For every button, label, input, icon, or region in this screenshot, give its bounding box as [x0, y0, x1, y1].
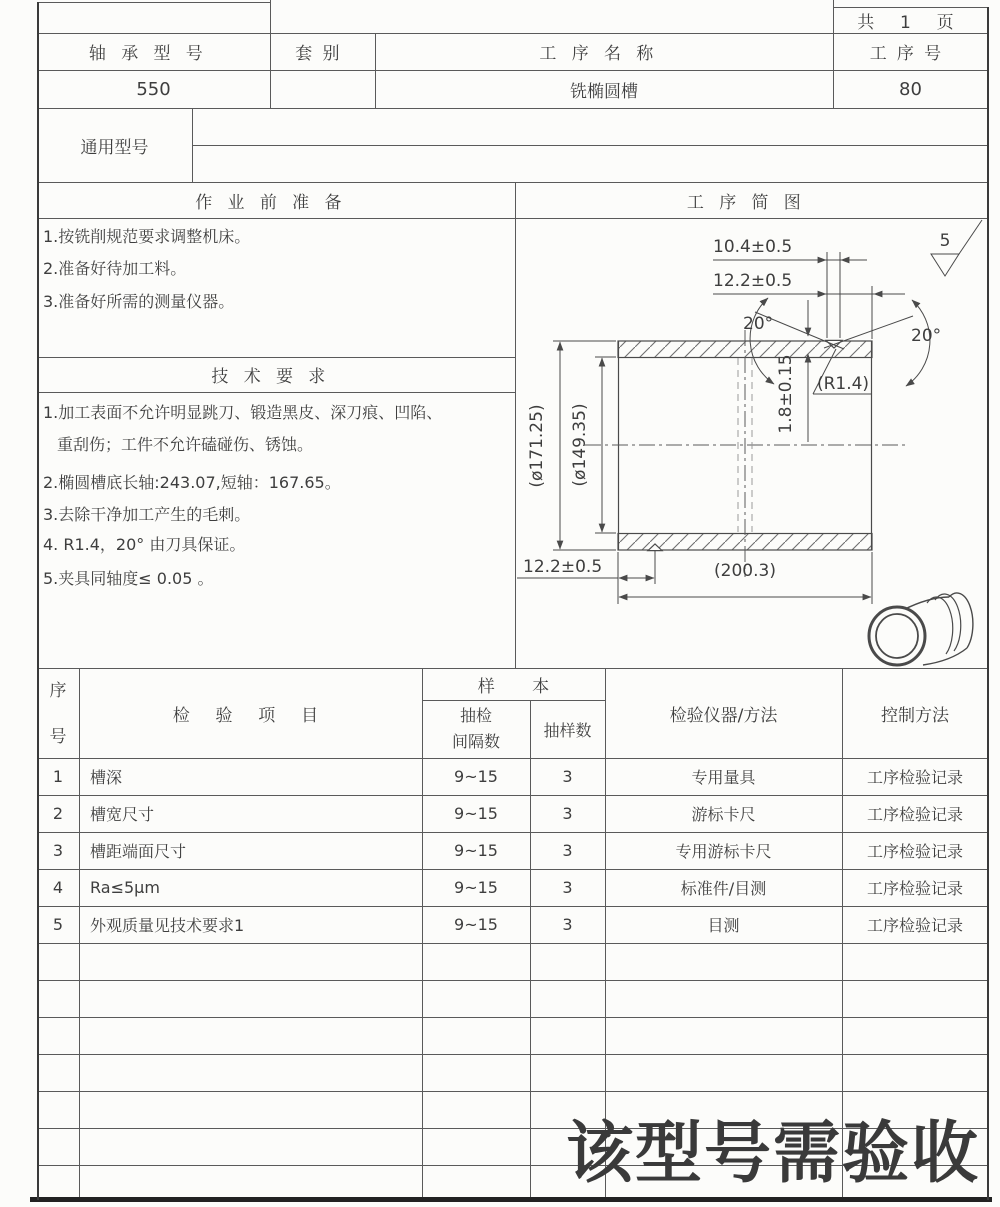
tech-requirement-line: 5.夹具同轴度≤ 0.05 。	[43, 569, 214, 588]
row-count: 3	[562, 878, 573, 897]
row-no: 3	[52, 841, 64, 860]
row-no: 2	[52, 804, 64, 823]
row-no: 1	[52, 767, 64, 786]
dim-angle-left: 20°	[743, 314, 774, 334]
acceptance-stamp: 该型号需验收	[566, 1114, 980, 1192]
row-item: 槽宽尺寸	[90, 805, 155, 824]
rule-line	[37, 2, 270, 3]
tech-requirements-title: 技术要求	[211, 367, 341, 387]
set-type-value	[270, 70, 375, 108]
rule-line	[37, 943, 988, 944]
col-method: 检验仪器/方法	[669, 705, 778, 726]
rule-line	[37, 980, 988, 981]
col-interval	[422, 700, 530, 758]
row-item: Ra≤5μm	[90, 878, 160, 897]
ring-3d-view	[869, 593, 973, 665]
row-control: 工序检验记录	[866, 768, 963, 787]
preparation-title: 作业前准备	[195, 192, 357, 213]
row-interval: 9~15	[454, 804, 498, 823]
row-method: 目测	[707, 916, 740, 935]
process-name-label: 工序名称	[539, 44, 669, 64]
tech-requirement-line: 重刮伤；工件不允许磕碰伤、锈蚀。	[57, 435, 314, 454]
col-interval-line2: 间隔数	[451, 732, 500, 751]
row-count: 3	[562, 804, 573, 823]
bearing-model-value: 550	[136, 78, 171, 100]
general-model-label: 通用型号	[80, 137, 149, 158]
dim-groove-depth: 1.8±0.15	[776, 354, 796, 434]
row-interval: 9~15	[454, 878, 498, 897]
dim-angle-right: 20°	[911, 326, 942, 346]
process-diagram	[515, 182, 988, 668]
sheet-bottom-border	[30, 1197, 992, 1202]
row-method: 专用量具	[691, 768, 756, 787]
preparation-item: 3.准备好所需的测量仪器。	[43, 292, 235, 311]
row-control: 工序检验记录	[866, 879, 963, 898]
col-control: 控制方法	[881, 705, 949, 726]
tech-requirement-line: 1.加工表面不允许明显跳刀、锻造黑皮、深刀痕、凹陷、	[43, 403, 443, 422]
dim-inner-diameter: (ø149.35)	[570, 403, 590, 487]
general-model-value	[192, 108, 988, 145]
col-sample: 样本	[477, 676, 587, 697]
row-method: 专用游标卡尺	[675, 842, 772, 861]
set-type-label: 套别	[295, 44, 350, 64]
row-control: 工序检验记录	[866, 842, 963, 861]
process-no-label: 工序号	[869, 44, 952, 64]
row-count: 3	[562, 841, 573, 860]
col-interval-line1: 抽检	[459, 706, 492, 725]
rule-line	[192, 145, 988, 146]
row-count: 3	[562, 915, 573, 934]
row-item: 外观质量见技术要求1	[90, 916, 245, 935]
total-pages: 共 1 页	[857, 12, 964, 33]
dim-groove-to-end: 12.2±0.5	[523, 557, 603, 577]
roughness-value: 5	[939, 231, 951, 251]
rule-line	[37, 392, 515, 393]
dim-groove-radius: (R1.4)	[816, 374, 870, 394]
rule-line	[37, 1017, 988, 1018]
dim-outer-diameter: (ø171.25)	[527, 404, 547, 488]
process-name-value: 铣椭圆槽	[570, 81, 638, 102]
dim-total-length: (200.3)	[714, 561, 776, 581]
row-interval: 9~15	[454, 915, 498, 934]
col-no-bottom: 号	[49, 726, 67, 747]
row-method: 标准件/目测	[680, 879, 767, 898]
row-item: 槽距端面尺寸	[90, 842, 187, 861]
col-no-top: 序	[49, 680, 67, 701]
bearing-model-label: 轴承型号	[88, 44, 219, 64]
row-method: 游标卡尺	[691, 805, 756, 824]
row-no: 5	[52, 915, 64, 934]
rule-line	[37, 1091, 988, 1092]
diagram-title: 工序简图	[686, 192, 817, 213]
row-count: 3	[562, 767, 573, 786]
rule-line	[37, 1054, 988, 1055]
row-interval: 9~15	[454, 767, 498, 786]
tech-requirement-line: 4. R1.4，20° 由刀具保证。	[43, 535, 246, 554]
row-no: 4	[52, 878, 64, 897]
row-control: 工序检验记录	[866, 805, 963, 824]
dim-groove-width-top: 10.4±0.5	[713, 237, 793, 257]
row-item: 槽深	[90, 768, 123, 787]
col-item: 检 验 项 目	[172, 705, 329, 726]
row-interval: 9~15	[454, 841, 498, 860]
preparation-item: 2.准备好待加工料。	[43, 259, 187, 278]
preparation-item: 1.按铣削规范要求调整机床。	[43, 227, 251, 246]
tech-requirement-line: 2.椭圆槽底长轴:243.07,短轴：167.65。	[43, 473, 341, 492]
dim-groove-width-outer: 12.2±0.5	[713, 271, 793, 291]
process-no-value: 80	[899, 78, 922, 100]
col-count: 抽样数	[543, 720, 592, 740]
row-control: 工序检验记录	[866, 916, 963, 935]
tech-requirement-line: 3.去除干净加工产生的毛刺。	[43, 505, 251, 524]
